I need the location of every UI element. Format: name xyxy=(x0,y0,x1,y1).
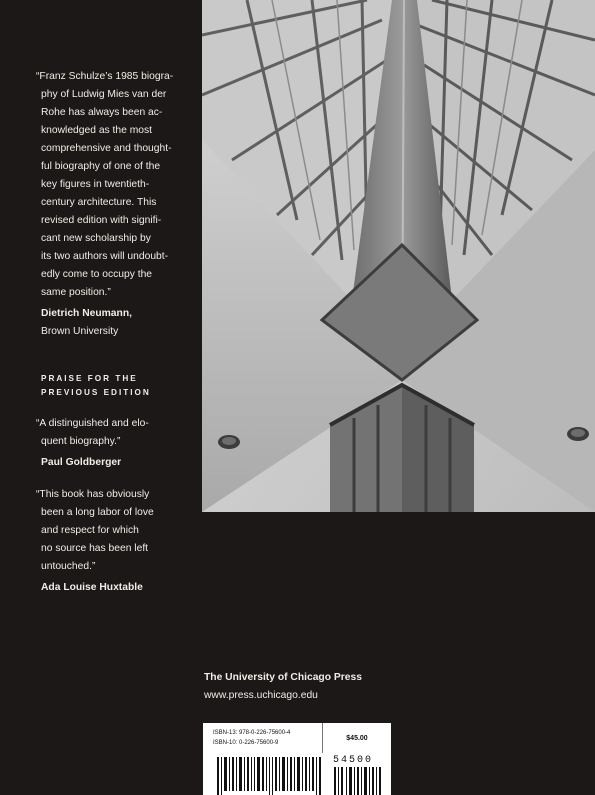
quote-line: and respect for which xyxy=(41,525,139,536)
quote-author: Ada Louise Huxtable xyxy=(41,582,143,593)
quote-line: revised edition with signifi- xyxy=(41,215,162,226)
barcode-addon-number: 54500 xyxy=(333,755,374,766)
quote-line: ful biography of one of the xyxy=(41,161,161,172)
quote-author: Paul Goldberger xyxy=(41,457,122,468)
quote-line: quent biography.” xyxy=(41,436,121,447)
quote-text xyxy=(36,415,196,451)
quote-line: edly come to occupy the xyxy=(41,269,153,280)
isbn-numbers xyxy=(203,723,323,753)
quote-line: cant new scholarship by xyxy=(41,233,151,244)
quote-line: phy of Ludwig Mies van der xyxy=(41,89,167,100)
isbn-10: ISBN-10: 0-226-75600-9 xyxy=(213,740,279,746)
quote-line: knowledged as the most xyxy=(41,125,153,136)
review-quote-huxtable xyxy=(36,486,196,597)
publisher-block xyxy=(204,669,362,705)
quote-line: key figures in twentieth- xyxy=(41,179,150,190)
quote-line: no source has been left xyxy=(41,543,149,554)
price-label: $45.00 xyxy=(346,734,368,742)
publisher-url: www.press.uchicago.edu xyxy=(204,690,318,701)
isbn-13: ISBN-13: 978-0-226-75600-4 xyxy=(213,730,291,736)
quote-text xyxy=(36,486,196,576)
quote-line: Rohe has always been ac- xyxy=(41,107,163,118)
quote-text xyxy=(36,68,196,302)
quote-line: “Franz Schulze’s 1985 biogra- xyxy=(36,71,174,82)
quote-line: century architecture. This xyxy=(41,197,157,208)
praise-heading-line: PRAISE FOR THE xyxy=(41,374,138,383)
quote-line: “A distinguished and elo- xyxy=(36,418,149,429)
quote-line: been a long labor of love xyxy=(41,507,154,518)
praise-heading-line: PREVIOUS EDITION xyxy=(41,388,151,397)
quote-line: untouched.” xyxy=(41,561,96,572)
cover-photo-building-facade xyxy=(202,0,595,512)
quote-line: comprehensive and thought- xyxy=(41,143,172,154)
quote-author: Dietrich Neumann, xyxy=(41,308,132,319)
quote-line: same position.” xyxy=(41,287,111,298)
isbn-box xyxy=(203,723,391,753)
quote-line: “This book has obviously xyxy=(36,489,150,500)
quote-affiliation: Brown University xyxy=(41,326,119,337)
quote-line: its two authors will undoubt- xyxy=(41,251,169,262)
publisher-name: The University of Chicago Press xyxy=(204,672,362,683)
review-quote-goldberger xyxy=(36,415,196,472)
praise-heading xyxy=(36,372,196,400)
review-quote-neumann xyxy=(36,68,196,341)
